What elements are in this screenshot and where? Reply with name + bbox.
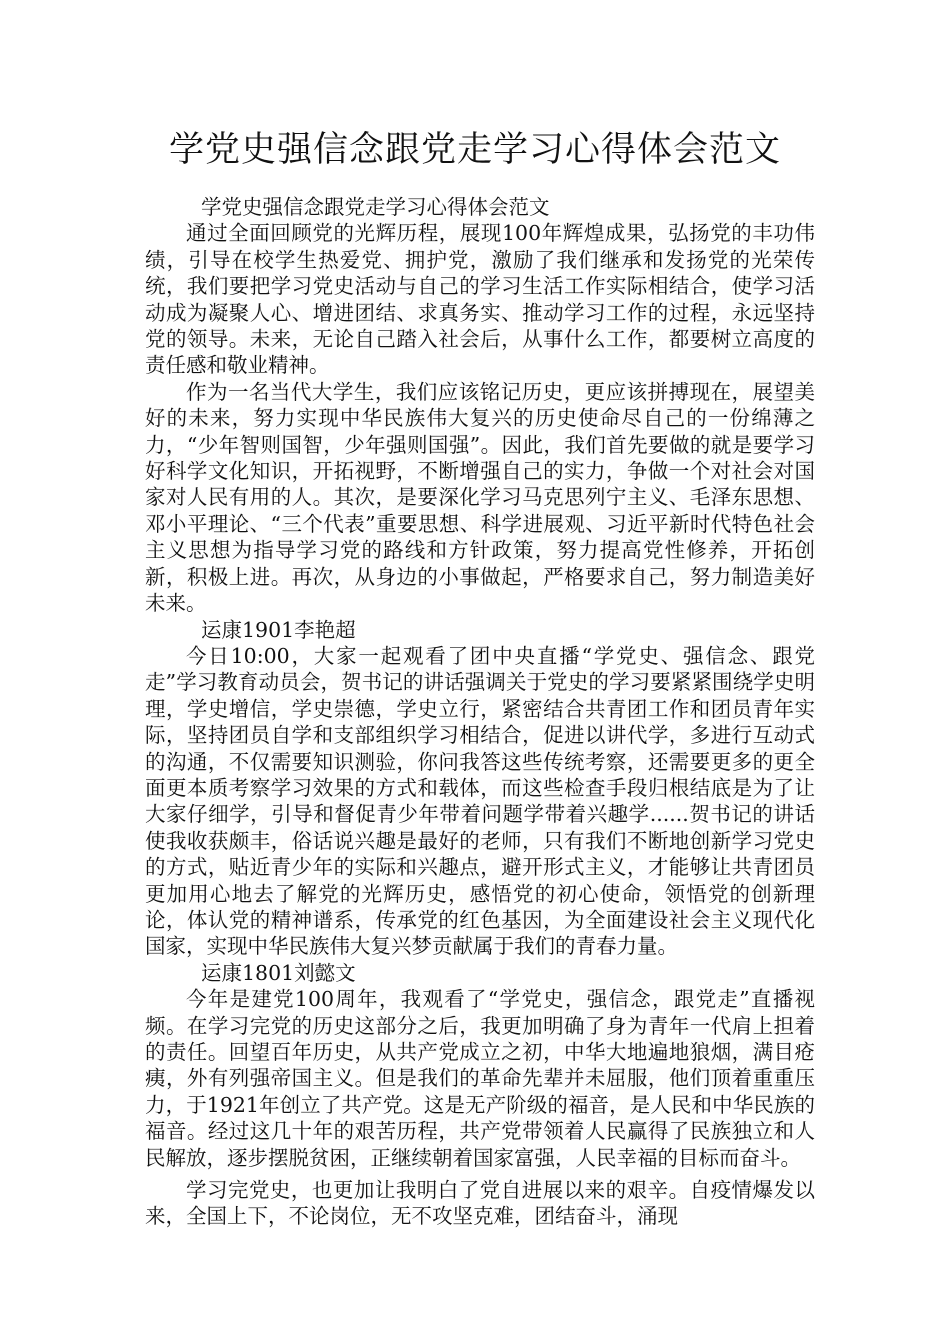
document-title: 学党史强信念跟党走学习心得体会范文	[168, 130, 781, 170]
author-line-1: 运康1901李艳超	[201, 617, 356, 642]
paragraph-3: 今日10:00，大家一起观看了团中央直播“学党史、强信念、跟党走”学习教育动员会，贺书记的讲话强调关于党史的学习要紧紧围绕学史明理，学史增信，学史崇德，学史立行，紧密结合共青团工作和团员青年实际，坚持团员自学和支部组织学习相结合，促进以讲代学，多进行互动式的沟通，不仅需要知识测验，你问我答这些传统考察，还需要更多的更全面更本质考察学习效果的方式和载体，而这些检查手段归根结底是为了让大家仔细学，引导和督促青少年带着问题学带着兴趣学......贺书记的讲话使我收获颇丰，俗话说兴趣是最好的老师，只有我们不断地创新学习党史的方式，贴近青少年的实际和兴趣点，避开形式主义，才能够让共青团员更加用心地去了解党的光辉历史，感悟党的初心使命，领悟党的创新理论，体认党的精神谱系，传承党的红色基因，为全面建设社会主义现代化国家，实现中华民族伟大复兴梦贡献属于我们的青春力量。	[145, 643, 815, 959]
paragraph-4: 今年是建党100周年，我观看了“学党史，强信念，跟党走”直播视频。在学习完党的历史这部分之后，我更加明确了身为青年一代肩上担着的责任。回望百年历史，从共产党成立之初，中华大地遍地狼烟，满目疮痍，外有列强帝国主义。但是我们的革命先辈并未屈服，他们顶着重重压力，于1921年创立了共产党。这是无产阶级的福音，是人民和中华民族的福音。经过这几十年的艰苦历程，共产党带领着人民赢得了民族独立和人民解放，逐步摆脱贫困，正继续朝着国家富强，人民幸福的目标而奋斗。	[145, 987, 815, 1170]
paragraph-1: 通过全面回顾党的光辉历程，展现100年辉煌成果，弘扬党的丰功伟绩，引导在校学生热爱党、拥护党，激励了我们继承和发扬党的光荣传统，我们要把学习党史活动与自己的学习生活工作实际相结合，使学习活动成为凝聚人心、增进团结、求真务实、推动学习工作的过程，永远坚持党的领导。未来，无论自己踏入社会后，从事什么工作，都要树立高度的责任感和敬业精神。	[145, 221, 815, 378]
author-line-2: 运康1801刘懿文	[201, 960, 356, 985]
document-body	[145, 194, 815, 1230]
lead-line: 学党史强信念跟党走学习心得体会范文	[201, 195, 550, 219]
paragraph-5: 学习完党史，也更加让我明白了党自进展以来的艰辛。自疫情爆发以来，全国上下，不论岗位，无不攻坚克难，团结奋斗，涌现	[145, 1178, 815, 1229]
paragraph-2: 作为一名当代大学生，我们应该铭记历史，更应该拼搏现在，展望美好的未来，努力实现中华民族伟大复兴的历史使命尽自己的一份绵薄之力，“少年智则国智，少年强则国强”。因此，我们首先要做的就是要学习好科学文化知识，开拓视野，不断增强自己的实力，争做一个对社会对国家对人民有用的人。其次，是要深化学习马克思列宁主义、毛泽东思想、邓小平理论、“三个代表”重要思想、科学进展观、习近平新时代特色社会主义思想为指导学习党的路线和方针政策，努力提高党性修养，开拓创新，积极上进。再次，从身边的小事做起，严格要求自己，努力制造美好未来。	[145, 379, 815, 616]
